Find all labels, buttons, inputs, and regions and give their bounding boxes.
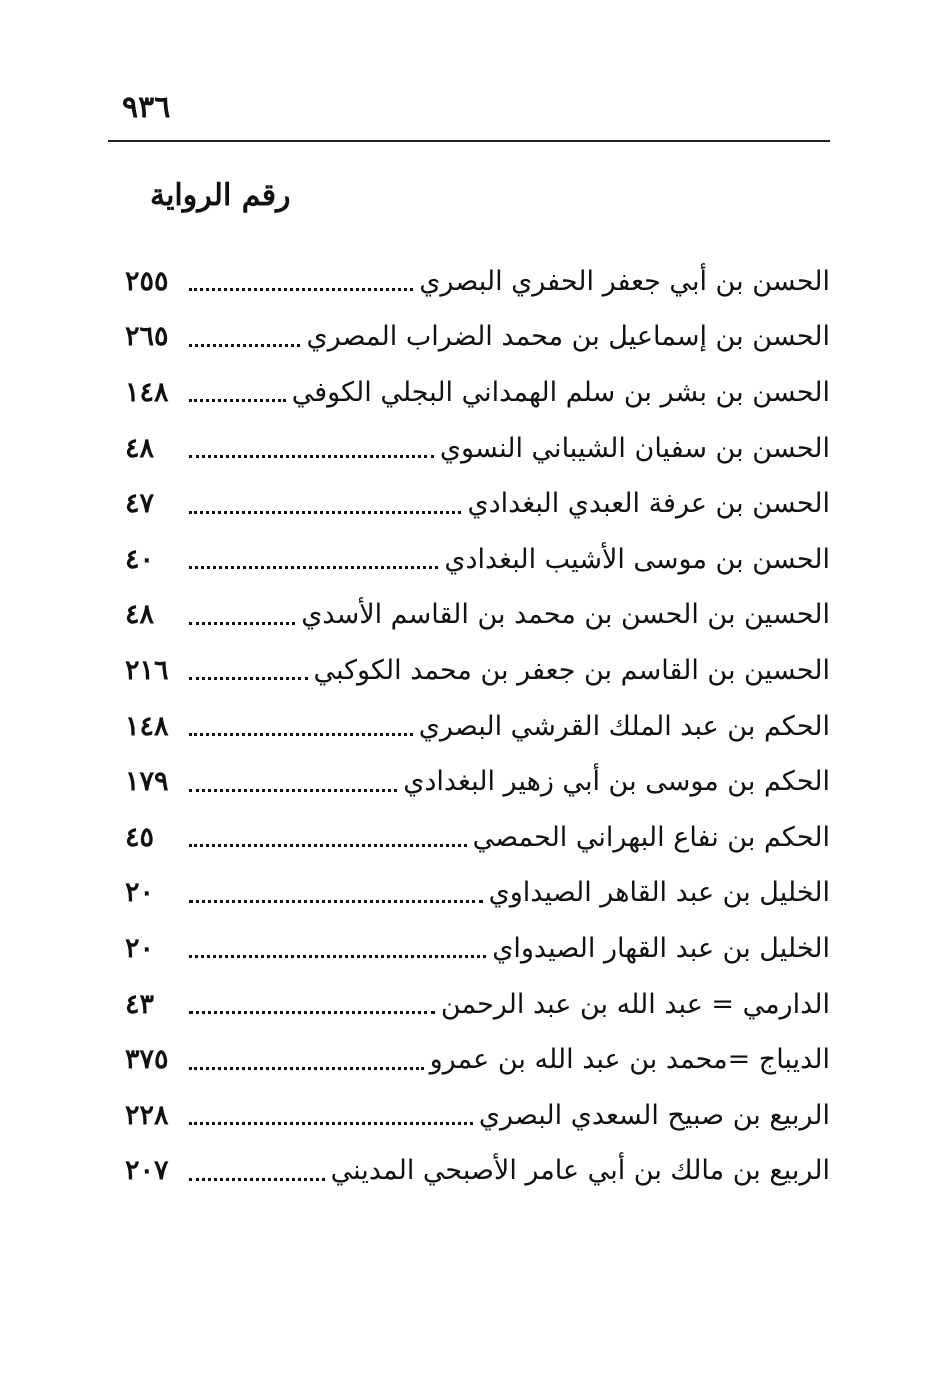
narrator-name: الحسن بن موسى الأشيب البغدادي [444,543,830,575]
narration-number: ٤٥ [125,821,155,853]
narration-number: ١٧٩ [125,766,169,798]
dot-leader [189,1011,435,1014]
index-entry [125,1088,830,1144]
narrator-name: الحسن بن بشر بن سلم الهمداني البجلي الكوفي [291,376,830,408]
index-entry [125,1032,830,1088]
header-rule [108,140,830,142]
narration-number: ٤٣ [125,988,155,1020]
narrator-name: الحسين بن الحسن بن محمد بن القاسم الأسدي [301,599,830,631]
dot-leader [189,900,483,903]
dot-leader [189,955,486,958]
narrator-name: الحسن بن أبي جعفر الحفري البصري [419,265,830,297]
dot-leader [189,566,438,569]
narrator-name: الديباج =محمد بن عبد الله بن عمرو [429,1044,830,1076]
index-entry [125,254,830,310]
dot-leader [189,288,413,291]
narrator-name: الحكم بن عبد الملك القرشي البصري [418,710,830,742]
index-entry [125,365,830,421]
narration-number: ١٤٨ [125,710,169,742]
index-entry [125,643,830,699]
index-entry [125,1144,830,1200]
index-entry [125,532,830,588]
narration-number: ٤٧ [125,488,155,520]
dot-leader [189,844,467,847]
narrator-name: الحكم بن موسى بن أبي زهير البغدادي [403,766,830,798]
narration-number: ٢٠ [125,932,155,964]
narration-number: ٢١٦ [125,654,169,686]
dot-leader [189,677,308,680]
dot-leader [189,344,300,347]
narrator-name: الربيع بن مالك بن أبي عامر الأصبحي المديني [330,1155,830,1187]
narrator-name: الربيع بن صبيح السعدي البصري [478,1099,830,1131]
index-entry [125,588,830,644]
index-entry [125,977,830,1033]
narrator-name: الخليل بن عبد القاهر الصيداوي [488,877,830,909]
column-heading: رقم الرواية [150,178,291,213]
narrator-name: الدارمي = عبد الله بن عبد الرحمن [440,988,830,1020]
dot-leader [189,455,434,458]
index-list [125,254,830,1199]
narration-number: ٢٠ [125,877,155,909]
narration-number: ١٤٨ [125,376,169,408]
narrator-name: الحسين بن القاسم بن جعفر بن محمد الكوكبي [313,654,830,686]
narrator-name: الحسن بن سفيان الشيباني النسوي [439,432,830,464]
narrator-name: الحسن بن عرفة العبدي البغدادي [467,488,830,520]
page-number: ٩٣٦ [122,90,171,125]
dot-leader [189,1122,473,1125]
narrator-name: الحسن بن إسماعيل بن محمد الضراب المصري [306,321,830,353]
dot-leader [189,511,461,514]
dot-leader [189,622,295,625]
dot-leader [189,733,413,736]
narrator-name: الحكم بن نفاع البهراني الحمصي [472,821,830,853]
narration-number: ٢٢٨ [125,1099,169,1131]
index-entry [125,476,830,532]
dot-leader [189,1067,424,1070]
index-entry [125,699,830,755]
narration-number: ٣٧٥ [125,1044,169,1076]
narration-number: ٤٨ [125,432,155,464]
narration-number: ٤٨ [125,599,155,631]
index-entry [125,754,830,810]
narrator-name: الخليل بن عبد القهار الصيدواي [492,932,830,964]
dot-leader [189,789,397,792]
narration-number: ٤٠ [125,543,155,575]
narration-number: ٢٠٧ [125,1155,169,1187]
index-entry [125,421,830,477]
narration-number: ٢٦٥ [125,321,169,353]
index-entry [125,921,830,977]
narration-number: ٢٥٥ [125,265,169,297]
index-entry [125,810,830,866]
dot-leader [189,399,286,402]
index-entry [125,310,830,366]
index-entry [125,866,830,922]
dot-leader [189,1178,325,1181]
